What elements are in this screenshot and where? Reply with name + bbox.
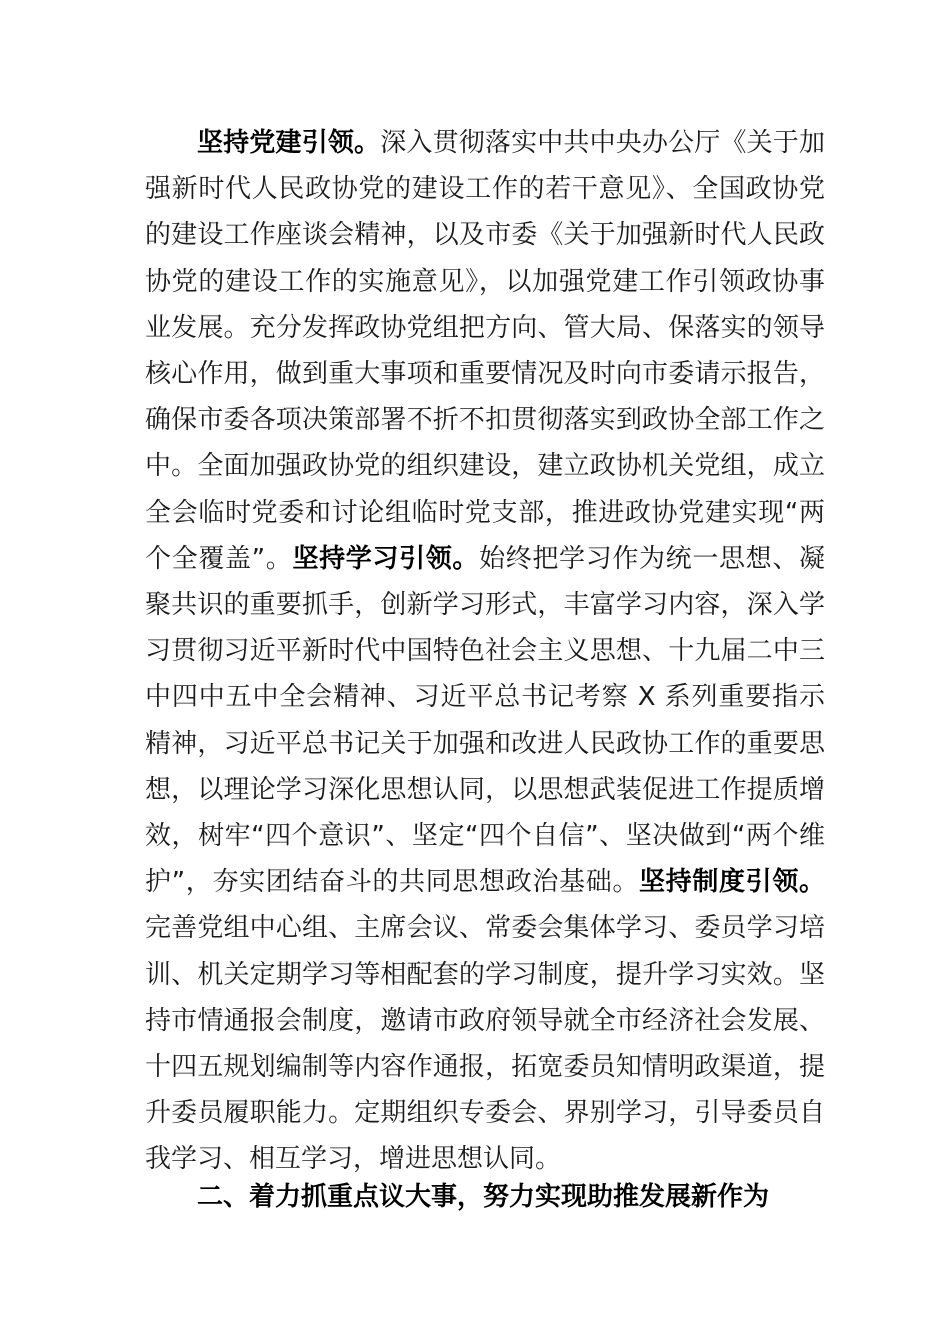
text-system: 完善党组中心组、主席会议、常委会集体学习、委员学习培训、机关定期学习等相配套的学习制度，提升学习实效。坚持市情通报会制度，邀请市政府领导就全市经济社会发展、十四五规划编制等内容作通报，拓宽委员知情明政渠道，提升委员履职能力。定期组织专委会、界别学习，引导委员自我学习、相互学习，增进思想认同。 [145, 913, 825, 1175]
lead-study: 坚持学习引领。 [292, 543, 480, 574]
body-paragraph [145, 120, 825, 1183]
text-party-building: 深入贯彻落实中共中央办公厅《关于加强新时代人民政协党的建设工作的若干意见》、全国政协党的建设工作座谈会精神，以及市委《关于加强新时代人民政协党的建设工作的实施意见》，以加强党建工作引领政协事业发展。充分发挥政协党组把方向、管大局、保落实的领导核心作用，做到重大事项和重要情况及时向市委请示报告，确保市委各项决策部署不折不扣贯彻落实到政协全部工作之中。全面加强政协党的组织建设，建立政协机关党组，成立全会临时党委和讨论组临时党支部，推进政协党建实现“两个全覆盖”。 [145, 128, 825, 574]
section-heading: 二、着力抓重点议大事，努力实现助推发展新作为 [197, 1182, 770, 1212]
lead-system: 坚持制度引领。 [639, 867, 825, 898]
lead-party-building: 坚持党建引领。 [197, 128, 381, 158]
text-study: 始终把学习作为统一思想、凝聚共识的重要抓手，创新学习形式，丰富学习内容，深入学习贯彻习近平新时代中国特色社会主义思想、十九届二中三中四中五中全会精神、习近平总书记考察 X 系列重要指示精神，习近平总书记关于加强和改进人民政协工作的重要思想，以理论学习深化思想认同，以思想武装促进工作提质增效，树牢“四个意识”、坚定“四个自信”、坚决做到“两个维护”，夯实团结奋斗的共同思想政治基础。 [145, 543, 825, 898]
